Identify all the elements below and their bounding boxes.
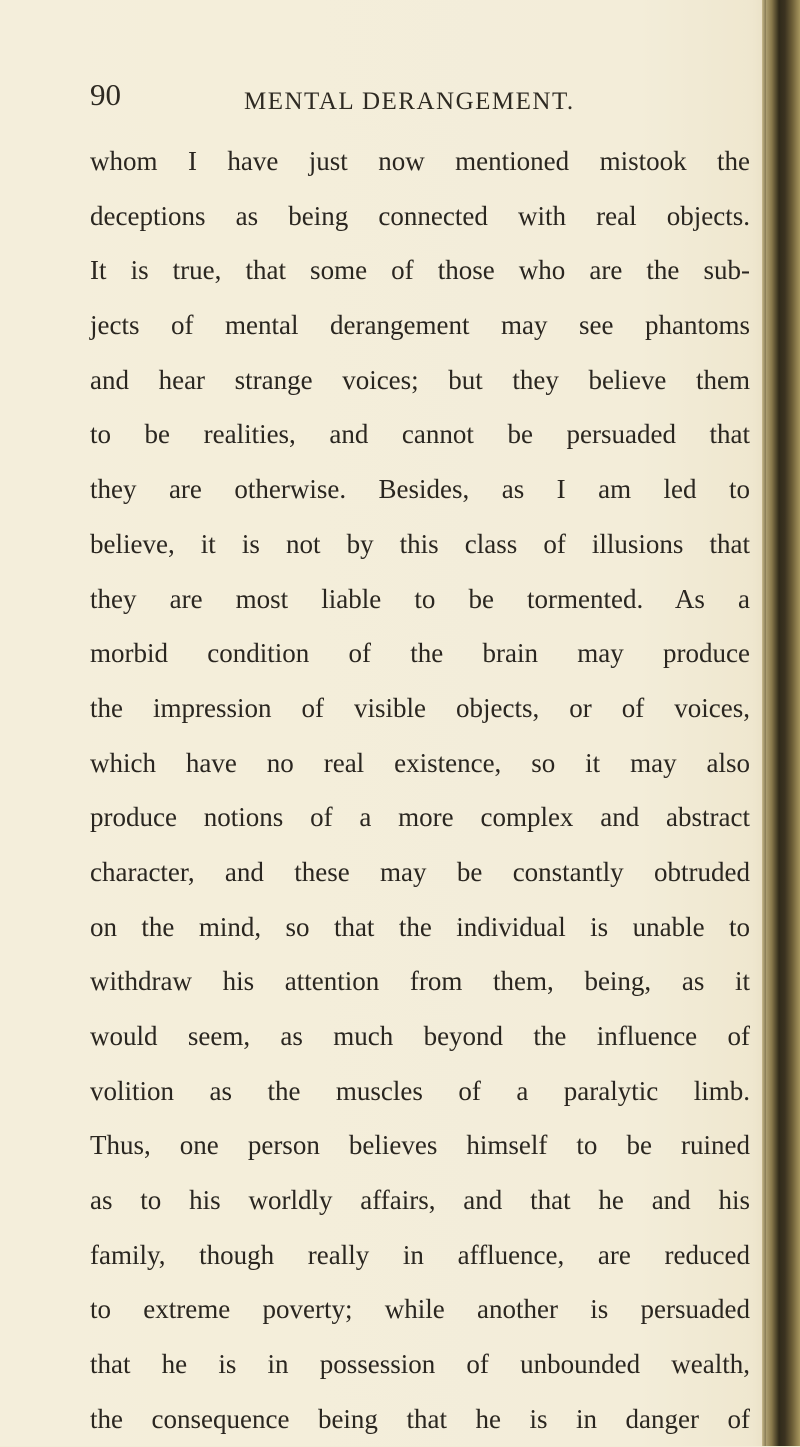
text-line: on the mind, so that the individual is unable to (90, 911, 750, 942)
text-line: the consequence being that he is in danger of (90, 1403, 750, 1434)
text-line: Thus, one person believes himself to be ruined (90, 1130, 750, 1161)
text-line: family, though really in affluence, are reduced (90, 1239, 750, 1270)
text-line: to extreme poverty; while another is persuaded (90, 1294, 750, 1325)
text-line: produce notions of a more complex and abstract (90, 802, 750, 833)
text-line: the impression of visible objects, or of voices, (90, 692, 750, 723)
text-line: withdraw his attention from them, being, as it (90, 966, 750, 997)
text-line: would seem, as much beyond the influence of (90, 1021, 750, 1051)
text-line: character, and these may be constantly obtruded (90, 856, 750, 887)
text-line: morbid condition of the brain may produce (90, 638, 750, 669)
text-line: deceptions as being connected with real objects. (90, 200, 750, 231)
text-line: volition as the muscles of a paralytic limb. (90, 1075, 750, 1106)
book-spine-edge (762, 0, 800, 1446)
text-line: jects of mental derangement may see phantoms (90, 310, 750, 341)
text-line: to be realities, and cannot be persuaded that (90, 419, 750, 450)
text-line: and hear strange voices; but they believe them (90, 364, 750, 395)
text-line: they are otherwise. Besides, as I am led to (90, 474, 750, 505)
text-line: believe, it is not by this class of illusions that (90, 528, 750, 559)
text-line: that he is in possession of unbounded wealth, (90, 1349, 750, 1380)
text-line: which have no real existence, so it may also (90, 747, 750, 778)
body-text (90, 134, 750, 1447)
text-line: whom I have just now mentioned mistook the (90, 146, 750, 176)
page-header (90, 78, 750, 122)
text-line: they are most liable to be tormented. As a (90, 583, 750, 614)
text-line: It is true, that some of those who are the sub- (90, 255, 750, 286)
page-number: 90 (90, 77, 121, 112)
text-line: as to his worldly affairs, and that he and his (90, 1185, 750, 1216)
page-gutter-shadow (762, 0, 766, 1446)
running-head: MENTAL DERANGEMENT. (244, 88, 575, 115)
